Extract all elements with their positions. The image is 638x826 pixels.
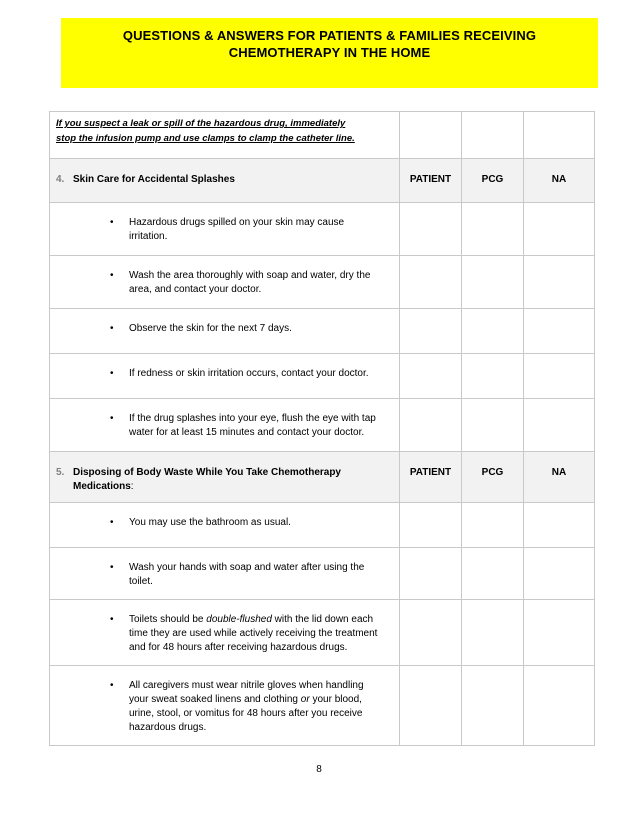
table-row (50, 548, 595, 600)
warning-line-2: stop the infusion pump and use clamps to clamp the catheter line. (56, 133, 355, 144)
checkbox-cell-patient[interactable] (400, 399, 462, 452)
checkbox-cell-patient[interactable] (400, 548, 462, 600)
section-number: 4. (56, 174, 65, 185)
column-header-patient: PATIENT (409, 467, 452, 478)
checkbox-cell-pcg[interactable] (462, 203, 524, 256)
bullet-icon: • (110, 270, 114, 281)
list-item: • Observe the skin for the next 7 days. (110, 323, 292, 334)
table-row (50, 666, 595, 746)
checkbox-cell-pcg[interactable] (462, 256, 524, 309)
checkbox-cell-pcg[interactable] (462, 548, 524, 600)
checkbox-cell-pcg[interactable] (462, 309, 524, 354)
checkbox-cell-na[interactable] (524, 354, 595, 399)
checkbox-cell-patient[interactable] (400, 354, 462, 399)
list-item: • If the drug splashes into your eye, flush the eye with tap water for at least 15 minutes and contact your doctor. (110, 413, 376, 438)
section-title: Disposing of Body Waste While You Take Chemotherapy Medications: (73, 467, 341, 492)
list-item: • You may use the bathroom as usual. (110, 517, 291, 528)
table-row (50, 354, 595, 399)
checkbox-cell-na[interactable] (524, 399, 595, 452)
checkbox-cell-pcg[interactable] (462, 399, 524, 452)
checkbox-cell-na[interactable] (524, 548, 595, 600)
checkbox-cell-pcg[interactable] (462, 600, 524, 666)
bullet-icon: • (110, 323, 114, 334)
checkbox-cell-patient[interactable] (400, 503, 462, 548)
checkbox-cell-patient[interactable] (400, 666, 462, 746)
section-4-header-row (50, 159, 595, 203)
table-row (50, 399, 595, 452)
checkbox-cell-na[interactable] (524, 203, 595, 256)
bullet-icon: • (110, 562, 114, 573)
cell-empty (462, 112, 524, 159)
page-number: 8 (316, 764, 322, 775)
column-header-patient: PATIENT (409, 174, 452, 185)
bullet-icon: • (110, 217, 114, 228)
checkbox-cell-patient[interactable] (400, 203, 462, 256)
list-item: • If redness or skin irritation occurs, contact your doctor. (110, 368, 369, 379)
checkbox-cell-pcg[interactable] (462, 666, 524, 746)
column-header-pcg: PCG (481, 174, 504, 185)
cell-empty (524, 112, 595, 159)
bullet-icon: • (110, 368, 114, 379)
list-item: • All caregivers must wear nitrile gloves when handling your sweat soaked linens and clothing or your blood, urine, stool, or vomitus for 48 hours after you receive hazardous drugs. (110, 680, 364, 733)
warning-row (50, 112, 595, 159)
checkbox-cell-na[interactable] (524, 503, 595, 548)
page-title (61, 27, 598, 61)
column-header-na: NA (551, 174, 567, 185)
table-row (50, 309, 595, 354)
checkbox-cell-patient[interactable] (400, 256, 462, 309)
checklist-table (49, 111, 595, 746)
checkbox-cell-na[interactable] (524, 309, 595, 354)
title-line-2: CHEMOTHERAPY IN THE HOME (228, 45, 431, 60)
checkbox-cell-na[interactable] (524, 600, 595, 666)
checkbox-cell-na[interactable] (524, 666, 595, 746)
checkbox-cell-na[interactable] (524, 256, 595, 309)
table-row (50, 503, 595, 548)
checkbox-cell-pcg[interactable] (462, 503, 524, 548)
section-5-header-row (50, 452, 595, 503)
table-row (50, 600, 595, 666)
table-row (50, 256, 595, 309)
list-item: • Wash the area thoroughly with soap and water, dry the area, and contact your doctor. (110, 270, 371, 295)
bullet-icon: • (110, 517, 114, 528)
section-number: 5. (56, 467, 65, 478)
column-header-pcg: PCG (481, 467, 504, 478)
checkbox-cell-patient[interactable] (400, 309, 462, 354)
checkbox-cell-patient[interactable] (400, 600, 462, 666)
list-item: • Toilets should be double-flushed with the lid down each time they are used while actively receiving the treatment and for 48 hours after receiving hazardous drugs. (110, 614, 378, 653)
cell-empty (400, 112, 462, 159)
list-item: • Hazardous drugs spilled on your skin may cause irritation. (110, 217, 345, 242)
bullet-icon: • (110, 614, 114, 625)
table-row (50, 203, 595, 256)
bullet-icon: • (110, 680, 114, 691)
warning-line-1: If you suspect a leak or spill of the hazardous drug, immediately (56, 118, 346, 129)
title-line-1: QUESTIONS & ANSWERS FOR PATIENTS & FAMILIES RECEIVING (122, 28, 537, 43)
list-item: • Wash your hands with soap and water after using the toilet. (110, 562, 365, 587)
bullet-icon: • (110, 413, 114, 424)
checkbox-cell-pcg[interactable] (462, 354, 524, 399)
column-header-na: NA (551, 467, 567, 478)
warning-text (50, 112, 399, 146)
section-title: Skin Care for Accidental Splashes (73, 174, 235, 185)
